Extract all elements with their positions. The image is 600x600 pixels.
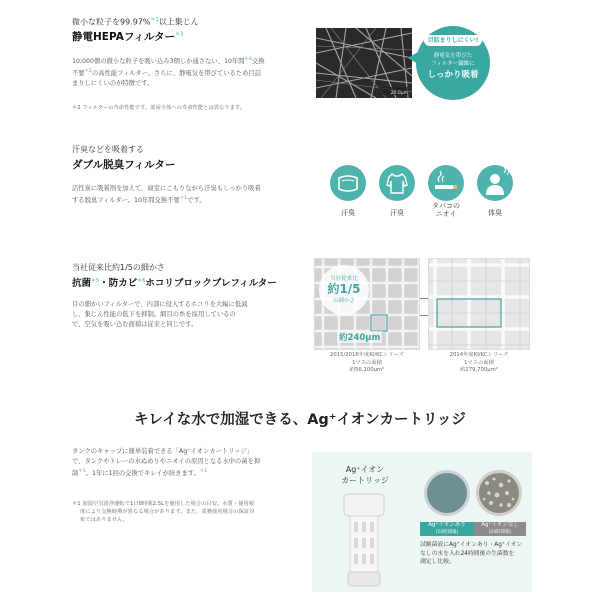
sec4-title: キレイな水で加湿できる、Ag⁺イオンカートリッジ [134,412,466,428]
bubble-line2: フィルター繊維に [431,61,475,67]
photo-scale-label: 20.0μm [390,91,408,96]
sec4-body: タンクのキャップに簡単装着できる「Ag⁺イオンカートリッジ」 で、タンクやトレーの水ぬめりやニオイの原因となる水中の菌を抑 制$^{*1}$。1年に1回の交換でキレイが続きます。$^{*1}$ [72,448,261,478]
sec2-title: ダブル脱臭フィルター [72,159,176,171]
sec3-title: 抗菌$^{*5}$・防カビ$^{*6}$ホコリブロックプレフィルター [72,277,277,289]
cartridge-label: Ag⁺イオン カートリッジ [341,465,389,485]
bubble-line3: しっかり吸着 [427,70,479,80]
mesh-photo-new [314,258,420,350]
sec3-lead: 当社従来比約1/5の細かさ [72,263,165,272]
icon-label-body: 体臭 [488,209,502,217]
sec1-title: 静電HEPAフィルター$^{*3}$ [72,31,184,43]
icon-label-sweat2: 汗臭 [390,209,404,217]
cartridge-image [338,492,390,590]
sec3-body: 目の細かいフィルターで、内部に侵入するホコリを大幅に低減 し、集じん性能の低下を抑制。網目の糸を採用しているの で、空気を吸い込む面積は従来と同じです。 [72,301,248,328]
caption-old: 2014年度KI/KCシリーズ 1マスの面積 約279,700μm² [449,352,509,373]
person-icon [477,165,513,201]
mesh-size-label: 約240μm [339,333,381,343]
bubble-pointer [408,52,418,64]
tag-with-ag-ion: Ag⁺イオンあり (24時間後) [420,522,474,536]
cigarette-icon [428,165,464,201]
icon-label-sweat1: 汗臭 [341,209,355,217]
hepa-feature-bubble [416,26,490,100]
sec1-note: ＊2 フィルターの寿命性能です。部屋全体への寿命性能とは異なります。 [72,105,246,111]
dish-with-ag-ion [424,470,470,516]
bubble-line1: 静電気を帯びた [433,53,473,59]
icon-label-tobacco: タバコの ニオイ [432,202,460,218]
bubble-label: 目詰まりしにくい! [424,35,482,46]
fineness-badge [319,265,369,315]
tag-without-ag-ion: Ag⁺イオンなし (24時間後) [474,522,526,536]
hepa-microscope-photo [316,28,412,98]
shirt-icon [379,165,415,201]
sec2-lead: 汗臭などを吸着する [72,145,144,154]
dish-without-ag-ion [476,470,522,516]
badge-main: 約1/5 [327,282,361,296]
badge-top: 当社従来比 [330,276,358,282]
sec2-body: 活性炭に吸着剤を加えて、寝室にこもりながら汗臭もしっかり吸着 する脱臭フィルター。10年間交換不要$^{*1}$です。 [72,185,261,205]
zoom-connector [420,298,428,316]
sec1-lead: 微小な粒子を99.97%$^{*1}$以上集じん [72,17,199,27]
caption-new: 2015/2016年度KI/KCシリーズ 1マスの面積 約56,100μm² [330,352,404,373]
test-description: 試験菌液にAg⁺イオンあり・Ag⁺イオン なしの水を入れ24時間後の生菌数を 測定し比較。 [420,542,523,565]
pillow-icon [330,165,366,201]
sec1-body: 10,000個の微小な粒子を吸い込み3個しか通さない、10年間$^{*4}$交換 不要$^{*2}$の高性能フィルター。さらに、静電気を帯びているため目詰 まりしにくいのが特徴です。 [72,57,265,88]
sec4-note: ＊1 加湿空気清浄運転で1日8時間2.5Lを使用した場合の目安。水質・使用頻 度により交換時期が異なる場合があります。また、業務使用場合の保証対 象ではありません。 [72,501,255,523]
mesh-photo-old [428,258,530,350]
badge-bottom: の細かさ [332,298,355,304]
